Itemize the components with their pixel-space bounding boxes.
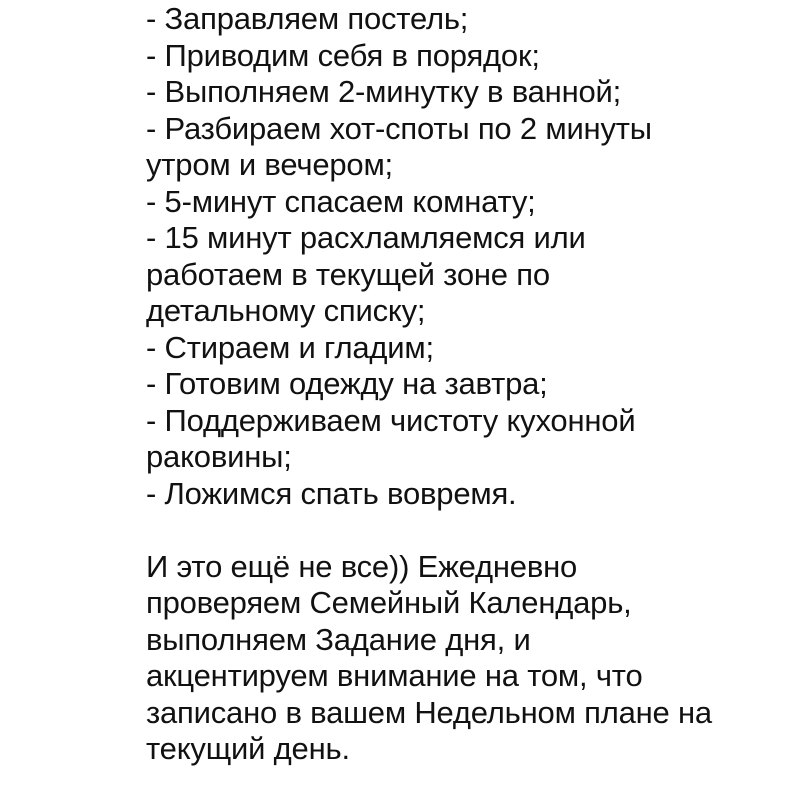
list-item <box>146 366 786 403</box>
list-item <box>146 74 786 111</box>
paragraph-line: И это ещё не все)) Ежедневно <box>146 548 578 584</box>
list-item-line: - Ложимся спать вовремя. <box>146 475 517 511</box>
paragraph-line: выполняем Задание дня, и <box>146 621 531 657</box>
list-item <box>146 476 786 513</box>
list-item-line: раковины; <box>146 439 292 474</box>
list-item <box>146 111 786 184</box>
list-item-line: - Готовим одежду на завтра; <box>146 366 548 401</box>
list-item-line: утром и вечером; <box>146 147 393 182</box>
list-item-line: - Поддерживаем чистоту кухонной <box>146 402 636 438</box>
list-item-line: - 15 минут расхламляемся или <box>146 220 586 255</box>
daily-paragraph <box>146 549 786 768</box>
list-item <box>146 38 786 75</box>
list-item-line: - Разбираем хот-споты по 2 минуты <box>146 110 652 146</box>
list-item-line: - Стираем и гладим; <box>146 329 434 365</box>
list-item-line: - 5-минут спасаем комнату; <box>146 183 536 219</box>
document-text <box>146 1 786 768</box>
list-item-line: - Заправляем постель; <box>146 1 469 36</box>
list-item <box>146 1 786 38</box>
list-item <box>146 184 786 221</box>
list-item-line: - Приводим себя в порядок; <box>146 37 540 73</box>
paragraph-line: проверяем Семейный Календарь, <box>146 585 632 620</box>
paragraph-line: акцентируем внимание на том, что <box>146 658 643 693</box>
list-item-line: детальному списку; <box>146 293 426 328</box>
paragraph-line: записано в вашем Недельном плане на <box>146 694 712 730</box>
list-item-line: работаем в текущей зоне по <box>146 256 550 292</box>
list-item <box>146 220 786 330</box>
checklist <box>146 1 786 512</box>
list-item-line: - Выполняем 2-минутку в ванной; <box>146 74 622 109</box>
list-item <box>146 330 786 367</box>
paragraph-gap <box>146 512 786 549</box>
list-item <box>146 403 786 476</box>
paragraph-line: текущий день. <box>146 731 350 766</box>
